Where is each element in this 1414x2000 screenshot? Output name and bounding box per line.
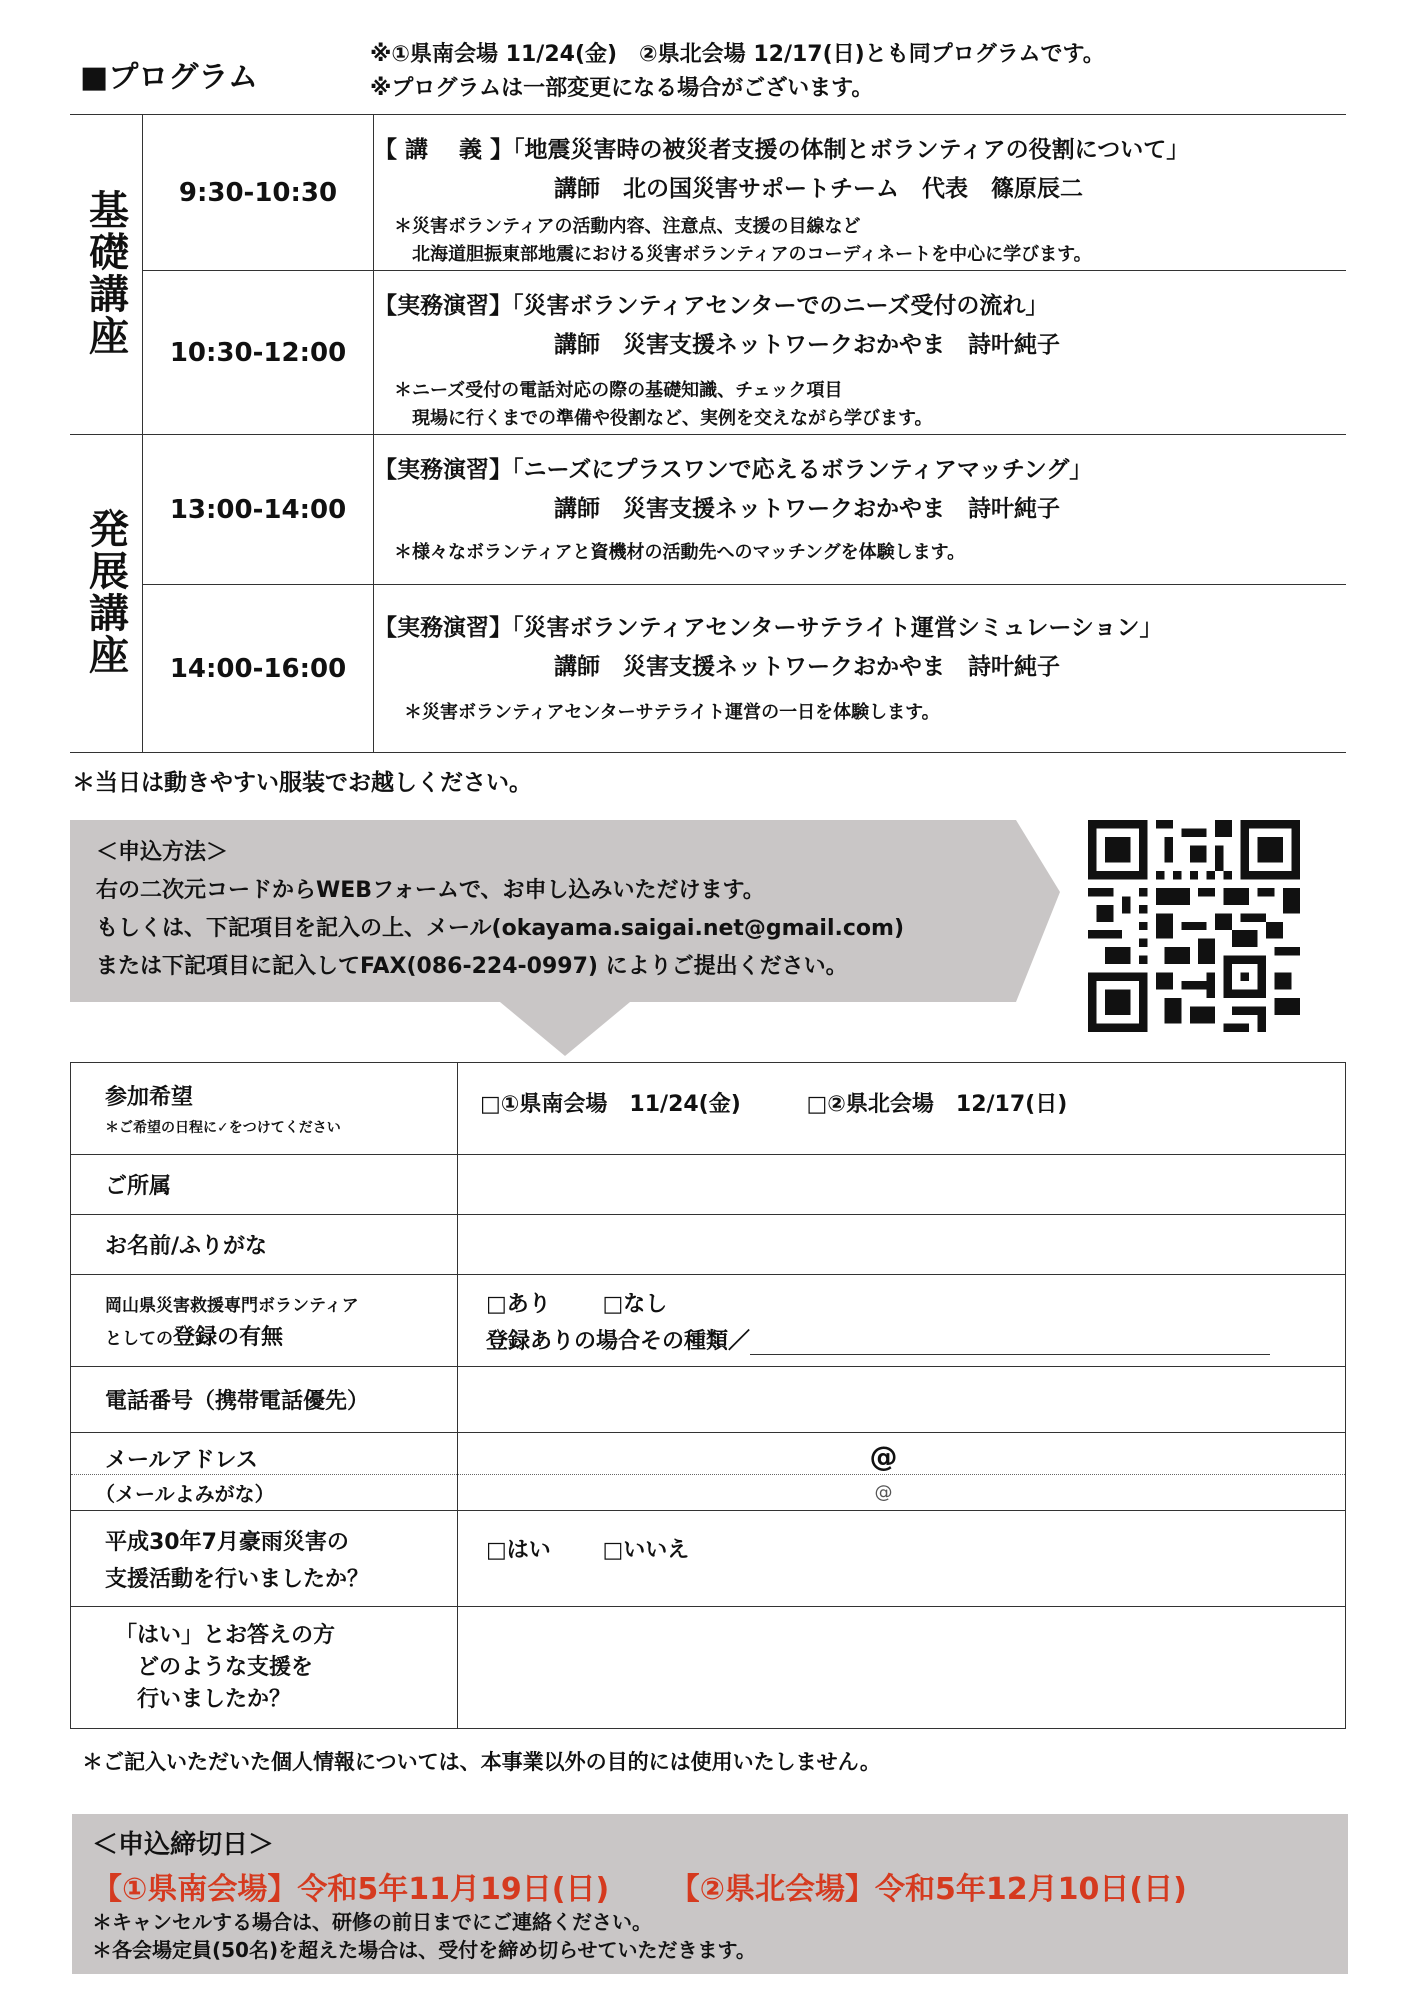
session-cell (374, 271, 1347, 435)
privacy-note: ＊ご記入いただいた個人情報については、本事業以外の目的には使用いたしません。 (82, 1750, 881, 1774)
application-form (70, 1062, 1346, 1729)
name-label: お名前/ふりがな (71, 1215, 458, 1275)
session-desc (374, 377, 1346, 433)
venue-north-checkbox[interactable]: □②県北会場 12/17(日) (806, 1092, 1068, 1117)
form-row (71, 1215, 1346, 1275)
session-time: 13:00-14:00 (143, 435, 374, 585)
at-sign: @ (874, 1482, 893, 1503)
session-time: 9:30-10:30 (143, 115, 374, 271)
detail-label: 「はい」とお答えの方 (115, 1622, 336, 1648)
form-row (71, 1511, 1346, 1607)
program-note: ※プログラムは一部変更になる場合がございます。 (370, 76, 874, 101)
affiliation-label: ご所属 (71, 1155, 458, 1215)
detail-label: 行いましたか？ (115, 1686, 292, 1712)
form-row (71, 1275, 1346, 1367)
affiliation-field[interactable] (458, 1155, 1346, 1215)
deadline-heading: ＜申込締切日＞ (92, 1830, 275, 1860)
registration-label-bold: 登録の有無 (173, 1324, 284, 1350)
session-lecturer: 講師 北の国災害サポートチーム 代表 篠原辰二 (554, 176, 1083, 202)
deadline-dates (92, 1864, 1187, 1908)
apply-heading: ＜申込方法＞ (96, 840, 229, 865)
program-title: ■プログラム (80, 60, 259, 95)
form-row (71, 1063, 1346, 1155)
phone-label: 電話番号（携帯電話優先） (71, 1367, 458, 1433)
deadline-note: ＊各会場定員(50名)を超えた場合は、受付を締め切らせていただきます。 (92, 1938, 756, 1962)
h30-no-checkbox[interactable]: □いいえ (602, 1538, 690, 1563)
session-desc (374, 213, 1346, 269)
session-lecturer: 講師 災害支援ネットワークおかやま 詩叶純子 (554, 332, 1060, 358)
venue-south-checkbox[interactable]: □①県南会場 11/24(金) (480, 1092, 741, 1117)
table-row (70, 585, 1346, 753)
email-reading-label: （メールよみがな） (71, 1475, 458, 1511)
apply-line: 右の二次元コードからWEBフォームで、お申し込みいただけます。 (96, 878, 765, 903)
dress-note: ＊当日は動きやすい服装でお越しください。 (72, 770, 532, 796)
session-desc (374, 699, 1346, 727)
table-row (70, 435, 1346, 585)
registration-label: 岡山県災害救援専門ボランティア (105, 1295, 359, 1316)
email-reading-field[interactable] (458, 1475, 1346, 1511)
category-label: 基礎講座 (82, 188, 129, 357)
h30-label: 支援活動を行いましたか？ (105, 1566, 370, 1592)
category-label: 発展講座 (82, 507, 129, 676)
at-sign: @ (869, 1440, 898, 1473)
form-row (71, 1475, 1346, 1511)
form-row (71, 1367, 1346, 1433)
form-row (71, 1433, 1346, 1475)
h30-label-cell (71, 1511, 458, 1607)
email-label: メールアドレス (71, 1433, 458, 1475)
session-lecturer: 講師 災害支援ネットワークおかやま 詩叶純子 (554, 654, 1060, 680)
session-title: 【実務演習】「災害ボランティアセンターサテライト運営シミュレーション」 (374, 615, 1163, 641)
qr-code-icon[interactable] (1088, 820, 1300, 1032)
session-title: 【 講 義 】「地震災害時の被災者支援の体制とボランティアの役割について」 (374, 137, 1190, 163)
phone-field[interactable] (458, 1367, 1346, 1433)
detail-label: どのような支援を (115, 1654, 314, 1680)
schedule-table (70, 114, 1346, 753)
desc-line: ＊災害ボランティアの活動内容、注意点、支援の目線など (394, 216, 861, 237)
session-cell (374, 585, 1347, 753)
session-lecturer: 講師 災害支援ネットワークおかやま 詩叶純子 (554, 496, 1060, 522)
session-cell (374, 115, 1347, 271)
category-cell (70, 115, 143, 435)
session-time: 14:00-16:00 (143, 585, 374, 753)
deadline-notes (92, 1908, 756, 1964)
registration-label: としての (105, 1328, 173, 1349)
registered-yes-checkbox[interactable]: □あり (486, 1291, 551, 1317)
h30-options (458, 1511, 1346, 1607)
participation-label: 参加希望 (105, 1085, 194, 1110)
h30-yes-checkbox[interactable]: □はい (486, 1538, 551, 1563)
desc-line: ＊災害ボランティアセンターサテライト運営の一日を体験します。 (404, 702, 940, 723)
apply-line: または下記項目に記入してFAX(086-224-0997) によりご提出ください。 (96, 954, 848, 979)
detail-label-cell (71, 1607, 458, 1729)
deadline-south: 【①県南会場】令和5年11月19日(日) (92, 1872, 610, 1907)
name-field[interactable] (458, 1215, 1346, 1275)
desc-line: ＊様々なボランティアと資機材の活動先へのマッチングを体験します。 (394, 542, 966, 563)
participation-label-cell (71, 1063, 458, 1155)
apply-line: もしくは、下記項目を記入の上、メール(okayama.saigai.net@gmail.com) (96, 916, 905, 941)
desc-line: ＊ニーズ受付の電話対応の際の基礎知識、チェック項目 (394, 380, 843, 401)
session-title: 【実務演習】「災害ボランティアセンターでのニーズ受付の流れ」 (374, 293, 1049, 319)
h30-label: 平成30年7月豪雨災害の (105, 1529, 349, 1555)
session-cell (374, 435, 1347, 585)
registration-label-cell (71, 1275, 458, 1367)
desc-line: 現場に行くまでの準備や役割など、実例を交えながら学びます。 (394, 408, 933, 429)
participation-hint: ＊ご希望の日程に✓をつけてください (105, 1120, 341, 1136)
category-cell (70, 435, 143, 753)
form-row (71, 1607, 1346, 1729)
registration-type-field[interactable] (750, 1334, 1270, 1355)
session-title: 【実務演習】「ニーズにプラスワンで応えるボランティアマッチング」 (374, 457, 1093, 483)
session-desc (374, 539, 1346, 567)
registration-options (458, 1275, 1346, 1367)
form-row (71, 1155, 1346, 1215)
desc-line: 北海道胆振東部地震における災害ボランティアのコーディネートを中心に学びます。 (394, 244, 1092, 265)
deadline-note: ＊キャンセルする場合は、研修の前日までにご連絡ください。 (92, 1910, 652, 1934)
table-row (70, 271, 1346, 435)
deadline-north: 【②県北会場】令和5年12月10日(日) (669, 1872, 1187, 1907)
program-note: ※①県南会場 11/24(金) ②県北会場 12/17(日)とも同プログラムです。 (370, 42, 1105, 67)
email-field[interactable] (458, 1433, 1346, 1475)
registration-type-label: 登録ありの場合その種類／ (486, 1328, 751, 1354)
participation-options (458, 1063, 1346, 1155)
apply-instructions (96, 834, 904, 986)
detail-field[interactable] (458, 1607, 1346, 1729)
registered-no-checkbox[interactable]: □なし (602, 1291, 668, 1317)
program-notes (370, 38, 1105, 106)
table-row (70, 115, 1346, 271)
session-time: 10:30-12:00 (143, 271, 374, 435)
